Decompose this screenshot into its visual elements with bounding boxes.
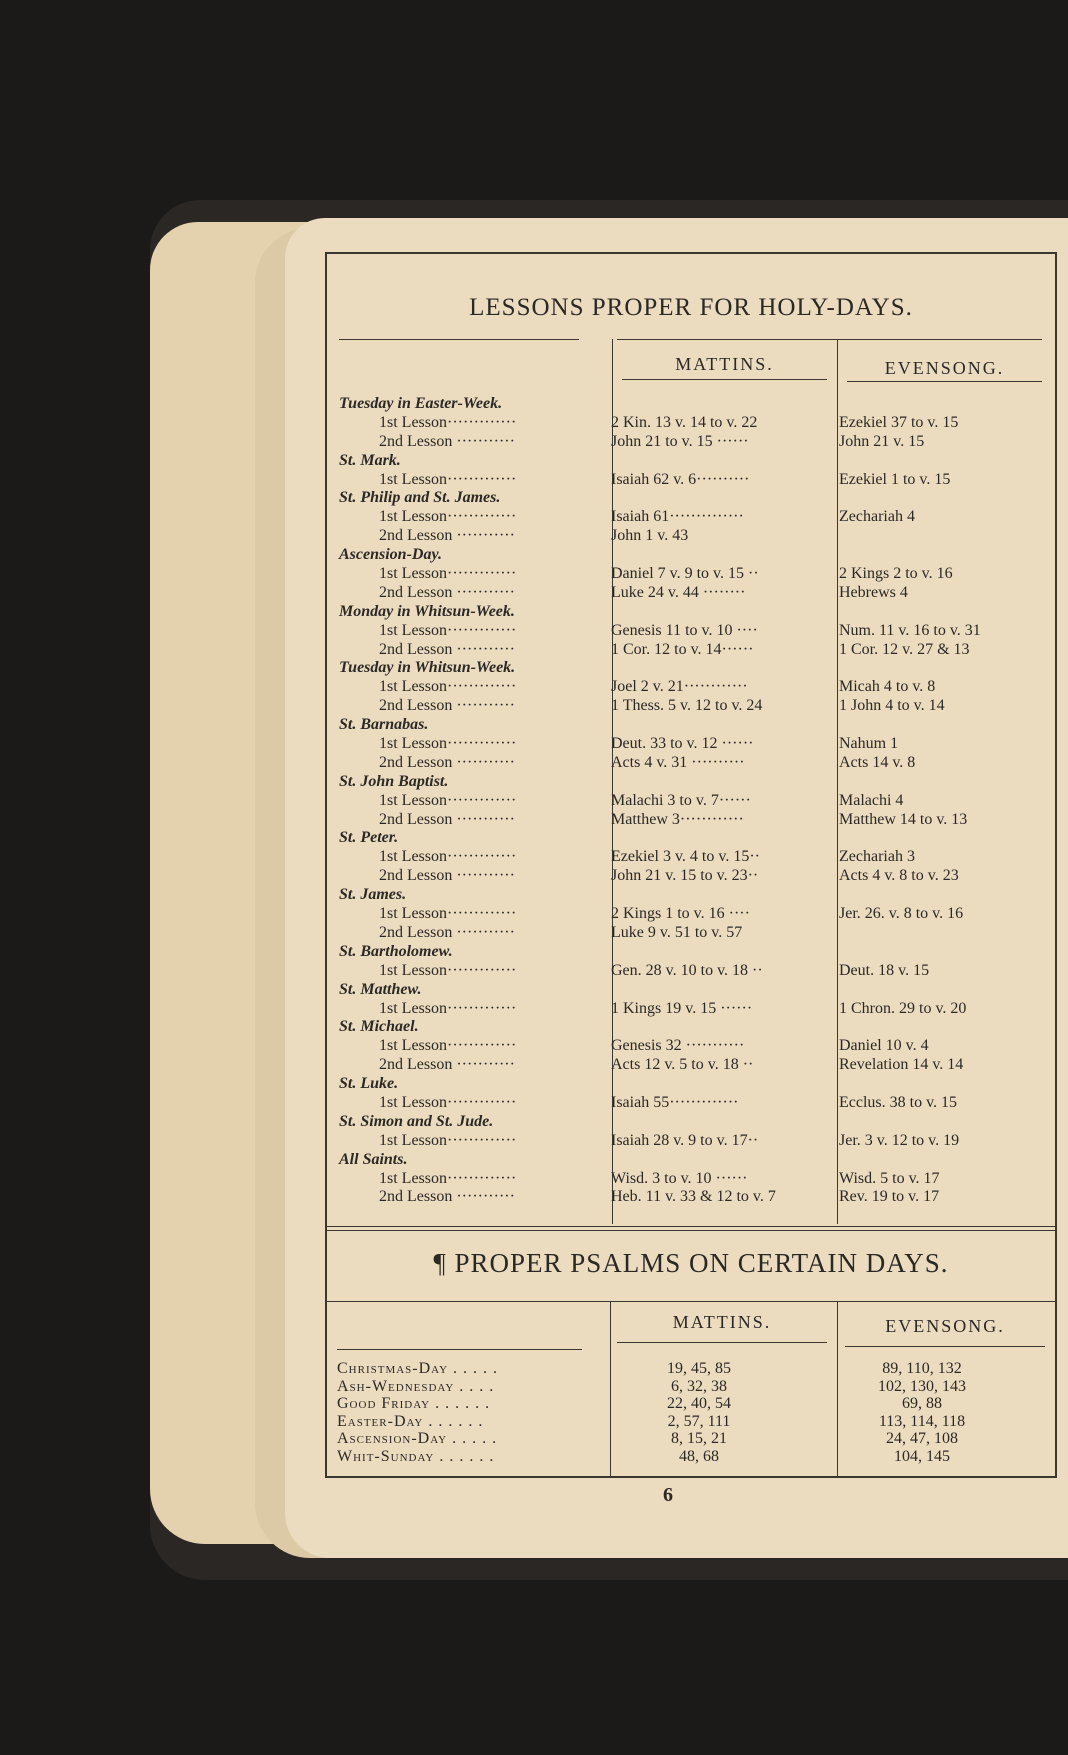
divider: [327, 1226, 1055, 1227]
divider: [327, 1301, 1055, 1302]
mattins-reading: Isaiah 62 v. 6··········: [611, 470, 750, 488]
evensong-reading: Nahum 1: [839, 735, 899, 753]
evensong-reading: Matthew 14 to v. 13: [839, 810, 968, 828]
lesson-row: [339, 1187, 1054, 1206]
lesson-label: 2nd Lesson ···········: [379, 867, 515, 885]
lesson-label: 1st Lesson·············: [379, 735, 517, 753]
psalm-row: [337, 1412, 1052, 1431]
lesson-row: [339, 470, 1054, 489]
psalm-row: [337, 1429, 1052, 1448]
lesson-label: 1st Lesson·············: [379, 565, 517, 583]
lesson-row: [339, 923, 1054, 942]
lesson-row: [339, 810, 1054, 829]
lesson-row: [339, 1131, 1054, 1150]
lesson-label: 1st Lesson·············: [379, 508, 517, 526]
evensong-reading: 1 Chron. 29 to v. 20: [839, 999, 967, 1017]
lesson-label: 1st Lesson·············: [379, 961, 517, 979]
holy-day-heading: [339, 658, 1054, 677]
psalm-evensong: 104, 145: [894, 1447, 950, 1465]
evensong-reading: Hebrews 4: [839, 583, 908, 601]
lesson-label: 2nd Lesson ···········: [379, 527, 515, 545]
evensong-reading: Micah 4 to v. 8: [839, 678, 936, 696]
evensong-reading: 1 John 4 to v. 14: [839, 697, 945, 715]
lesson-label: 1st Lesson·············: [379, 905, 517, 923]
lesson-label: 1st Lesson·············: [379, 791, 517, 809]
psalm-evensong: 69, 88: [902, 1395, 942, 1412]
mattins-reading: Isaiah 55·············: [611, 1093, 739, 1111]
lesson-label: 2nd Lesson ···········: [379, 1056, 515, 1074]
lesson-row: [339, 1093, 1054, 1112]
holy-day-name: St. Philip and St. James.: [339, 489, 501, 507]
holy-day-name: St. Michael.: [339, 1018, 419, 1036]
holy-day-heading: [339, 602, 1054, 621]
psalms-mattins-header: MATTINS.: [672, 1312, 772, 1332]
lesson-label: 2nd Lesson ···········: [379, 1188, 515, 1206]
lesson-row: [339, 413, 1054, 432]
lesson-row: [339, 696, 1054, 715]
evensong-reading: Jer. 26. v. 8 to v. 16: [839, 905, 964, 923]
evensong-reading: John 21 v. 15: [839, 432, 925, 450]
psalm-day: Christmas-Day . . . . .: [337, 1360, 499, 1377]
divider: [339, 339, 579, 340]
divider: [617, 1342, 827, 1343]
evensong-reading: Num. 11 v. 16 to v. 31: [839, 621, 981, 639]
evensong-header: EVENSONG.: [884, 358, 1005, 378]
mattins-reading: Genesis 32 ···········: [611, 1037, 745, 1055]
psalm-mattins: 2, 57, 111: [667, 1412, 731, 1430]
mattins-reading: Acts 12 v. 5 to v. 18 ··: [611, 1056, 754, 1074]
mattins-reading: Luke 9 v. 51 to v. 57: [611, 923, 743, 941]
mattins-reading: Ezekiel 3 v. 4 to v. 15··: [611, 848, 760, 866]
lesson-row: [339, 1055, 1054, 1074]
lesson-label: 2nd Lesson ···········: [379, 753, 515, 771]
lesson-row: [339, 432, 1054, 451]
evensong-reading: Acts 4 v. 8 to v. 23: [839, 867, 959, 885]
mattins-reading: John 21 v. 15 to v. 23··: [611, 867, 759, 885]
mattins-reading: Daniel 7 v. 9 to v. 15 ··: [611, 565, 759, 583]
lesson-label: 1st Lesson·············: [379, 848, 517, 866]
mattins-reading: Gen. 28 v. 10 to v. 18 ··: [611, 961, 763, 979]
mattins-reading: 1 Kings 19 v. 15 ······: [611, 999, 753, 1017]
lesson-row: [339, 866, 1054, 885]
holy-day-name: Monday in Whitsun-Week.: [339, 602, 515, 620]
lesson-label: 1st Lesson·············: [379, 1037, 517, 1055]
evensong-reading: 2 Kings 2 to v. 16: [839, 565, 953, 583]
evensong-reading: Malachi 4: [839, 791, 904, 809]
lesson-label: 2nd Lesson ···········: [379, 640, 515, 658]
lesson-row: [339, 753, 1054, 772]
holy-day-name: St. James.: [339, 886, 407, 904]
lesson-label: 1st Lesson·············: [379, 470, 517, 488]
mattins-reading: Wisd. 3 to v. 10 ······: [611, 1169, 748, 1187]
lesson-row: [339, 1036, 1054, 1055]
lessons-title: LESSONS PROPER FOR HOLY-DAYS.: [469, 294, 913, 321]
evensong-reading: Jer. 3 v. 12 to v. 19: [839, 1131, 960, 1149]
lesson-label: 1st Lesson·············: [379, 1131, 517, 1149]
holy-day-heading: [339, 980, 1054, 999]
lesson-label: 1st Lesson·············: [379, 1093, 517, 1111]
psalm-mattins: 6, 32, 38: [671, 1377, 727, 1395]
lesson-row: [339, 621, 1054, 640]
holy-day-heading: [339, 1074, 1054, 1093]
lesson-row: [339, 507, 1054, 526]
mattins-reading: 2 Kin. 13 v. 14 to v. 22: [611, 413, 758, 431]
divider: [847, 381, 1042, 382]
holy-day-heading: [339, 545, 1054, 564]
mattins-reading: Genesis 11 to v. 10 ····: [611, 621, 758, 639]
psalm-mattins: 48, 68: [679, 1447, 719, 1465]
lesson-row: [339, 791, 1054, 810]
mattins-reading: 1 Cor. 12 to v. 14······: [611, 640, 754, 658]
lesson-label: 2nd Lesson ···········: [379, 923, 515, 941]
evensong-reading: Ecclus. 38 to v. 15: [839, 1093, 958, 1111]
mattins-reading: Heb. 11 v. 33 & 12 to v. 7: [611, 1188, 776, 1206]
holy-day-heading: [339, 1150, 1054, 1169]
lesson-row: [339, 961, 1054, 980]
lesson-label: 1st Lesson·············: [379, 621, 517, 639]
divider: [845, 1346, 1045, 1347]
lesson-label: 1st Lesson·············: [379, 999, 517, 1017]
psalms-title: ¶ PROPER PSALMS ON CERTAIN DAYS.: [433, 1248, 949, 1278]
mattins-reading: Acts 4 v. 31 ··········: [611, 753, 745, 771]
lesson-label: 2nd Lesson ···········: [379, 810, 515, 828]
psalm-evensong: 89, 110, 132: [882, 1360, 962, 1377]
lesson-row: [339, 999, 1054, 1018]
holy-day-name: Ascension-Day.: [339, 546, 442, 564]
lesson-row: [339, 564, 1054, 583]
evensong-reading: Zechariah 3: [839, 848, 915, 866]
psalm-row: [337, 1359, 1052, 1378]
mattins-reading: Malachi 3 to v. 7······: [611, 791, 751, 809]
psalm-day: Easter-Day . . . . . .: [337, 1412, 484, 1430]
divider: [327, 1230, 1055, 1231]
psalm-mattins: 19, 45, 85: [667, 1360, 731, 1377]
mattins-reading: Isaiah 28 v. 9 to v. 17··: [611, 1131, 759, 1149]
lesson-row: [339, 904, 1054, 923]
evensong-reading: Rev. 19 to v. 17: [839, 1188, 940, 1206]
mattins-reading: Matthew 3············: [611, 810, 744, 828]
lesson-row: [339, 734, 1054, 753]
holy-day-name: St. Luke.: [339, 1075, 399, 1093]
evensong-reading: Acts 14 v. 8: [839, 753, 916, 771]
mattins-reading: Deut. 33 to v. 12 ······: [611, 735, 754, 753]
psalm-day: Good Friday . . . . . .: [337, 1395, 491, 1412]
lesson-label: 2nd Lesson ···········: [379, 432, 515, 450]
lesson-row: [339, 1169, 1054, 1188]
lesson-label: 2nd Lesson ···········: [379, 583, 515, 601]
page-number: 6: [663, 1484, 673, 1506]
mattins-reading: 2 Kings 1 to v. 16 ····: [611, 905, 750, 923]
lesson-label: 1st Lesson·············: [379, 413, 517, 431]
holy-day-name: St. Simon and St. Jude.: [339, 1112, 494, 1130]
holy-day-name: St. Barnabas.: [339, 716, 429, 734]
lesson-label: 1st Lesson·············: [379, 678, 517, 696]
holy-day-heading: [339, 451, 1054, 470]
psalms-evensong-header: EVENSONG.: [885, 1316, 1005, 1336]
mattins-reading: John 21 to v. 15 ······: [611, 432, 749, 450]
psalm-mattins: 8, 15, 21: [671, 1430, 727, 1447]
evensong-reading: Revelation 14 v. 14: [839, 1056, 964, 1074]
psalm-day: Ascension-Day . . . . .: [337, 1430, 498, 1447]
divider: [337, 1349, 582, 1350]
lesson-row: [339, 677, 1054, 696]
psalm-mattins: 22, 40, 54: [667, 1395, 731, 1412]
evensong-reading: Deut. 18 v. 15: [839, 961, 930, 979]
psalm-row: [337, 1447, 1052, 1466]
lesson-row: [339, 583, 1054, 602]
psalm-row: [337, 1377, 1052, 1396]
mattins-reading: John 1 v. 43: [611, 527, 689, 545]
lesson-label: 2nd Lesson ···········: [379, 697, 515, 715]
mattins-reading: Isaiah 61··············: [611, 508, 744, 526]
holy-day-name: St. John Baptist.: [339, 772, 449, 790]
lesson-row: [339, 526, 1054, 545]
holy-day-name: St. Bartholomew.: [339, 942, 453, 960]
divider: [622, 379, 827, 380]
psalm-row: [337, 1394, 1052, 1413]
mattins-reading: Joel 2 v. 21············: [611, 678, 748, 696]
holy-day-heading: [339, 772, 1054, 791]
holy-day-heading: [339, 885, 1054, 904]
evensong-reading: Zechariah 4: [839, 508, 915, 526]
holy-day-heading: [339, 715, 1054, 734]
lesson-label: 1st Lesson·············: [379, 1169, 517, 1187]
evensong-reading: Daniel 10 v. 4: [839, 1037, 929, 1055]
page-frame: [325, 252, 1057, 1478]
holy-day-heading: [339, 394, 1054, 413]
evensong-reading: Ezekiel 37 to v. 15: [839, 413, 959, 431]
lesson-row: [339, 847, 1054, 866]
holy-day-heading: [339, 488, 1054, 507]
divider: [617, 339, 1042, 340]
mattins-reading: Luke 24 v. 44 ········: [611, 583, 746, 601]
holy-day-name: Tuesday in Whitsun-Week.: [339, 659, 516, 677]
evensong-reading: Wisd. 5 to v. 17: [839, 1169, 940, 1187]
holy-day-name: St. Mark.: [339, 451, 401, 469]
holy-day-name: St. Matthew.: [339, 980, 422, 998]
mattins-header: MATTINS.: [675, 354, 774, 374]
holy-day-heading: [339, 828, 1054, 847]
evensong-reading: 1 Cor. 12 v. 27 & 13: [839, 640, 970, 658]
psalm-evensong: 113, 114, 118: [878, 1412, 966, 1430]
holy-day-heading: [339, 942, 1054, 961]
psalm-evensong: 102, 130, 143: [878, 1377, 966, 1395]
psalm-evensong: 24, 47, 108: [886, 1430, 958, 1447]
evensong-reading: Ezekiel 1 to v. 15: [839, 470, 951, 488]
lesson-row: [339, 640, 1054, 659]
psalm-day: Ash-Wednesday . . . .: [337, 1377, 495, 1395]
holy-day-name: Tuesday in Easter-Week.: [339, 395, 503, 412]
mattins-reading: 1 Thess. 5 v. 12 to v. 24: [611, 697, 763, 715]
holy-day-heading: [339, 1017, 1054, 1036]
holy-day-heading: [339, 1112, 1054, 1131]
lessons-table: [339, 394, 1054, 1206]
psalm-day: Whit-Sunday . . . . . .: [337, 1447, 495, 1465]
holy-day-name: All Saints.: [339, 1150, 408, 1168]
holy-day-name: St. Peter.: [339, 829, 399, 847]
